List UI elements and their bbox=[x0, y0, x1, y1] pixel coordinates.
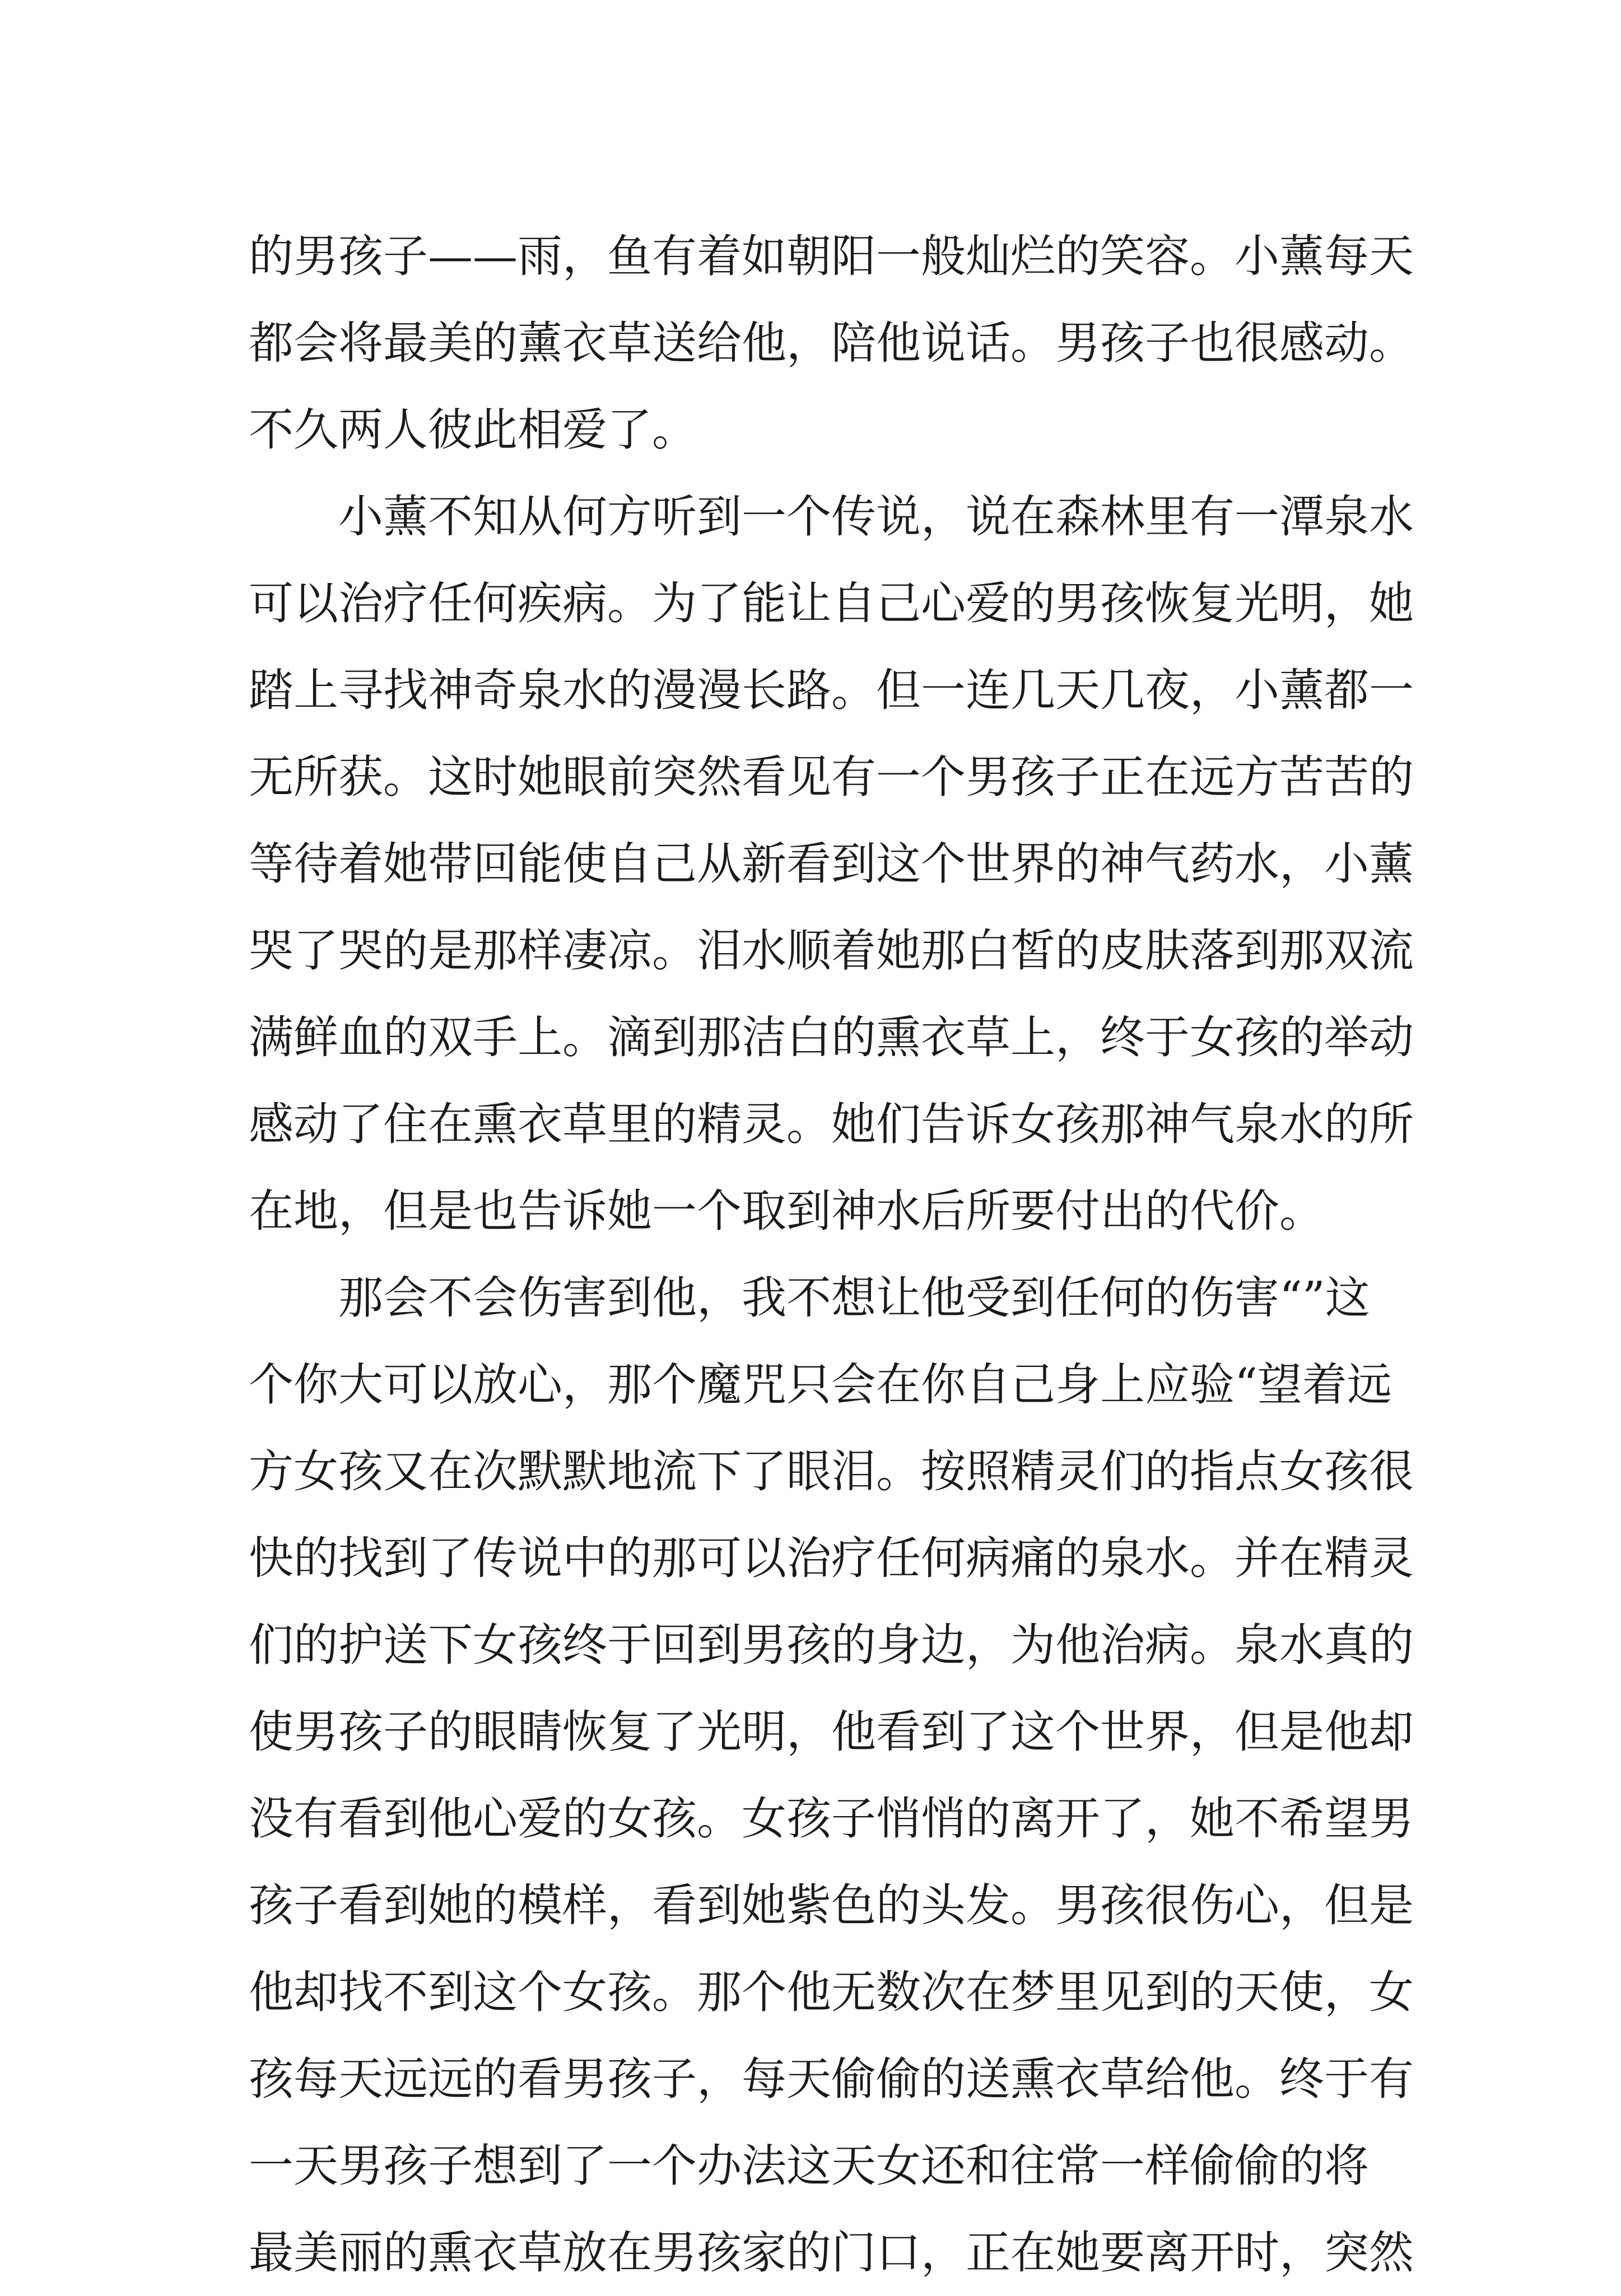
text-line-1: 的男孩子——雨，鱼有着如朝阳一般灿烂的笑容。小薰每天 bbox=[249, 230, 1414, 282]
body-text bbox=[249, 213, 1414, 2296]
text-line-14: 个你大可以放心，那个魔咒只会在你自己身上应验“望着远 bbox=[249, 1359, 1392, 1411]
text-line-23: 一天男孩子想到了一个办法这天女还和往常一样偷偷的将 bbox=[249, 2140, 1369, 2192]
text-line-5: 可以治疗任何疾病。为了能让自己心爱的男孩恢复光明，她 bbox=[249, 577, 1414, 629]
text-line-21: 他却找不到这个女孩。那个他无数次在梦里见到的天使，女 bbox=[249, 1966, 1414, 2018]
text-line-4: 小薰不知从何方听到一个传说，说在森林里有一潭泉水 bbox=[338, 491, 1414, 543]
text-line-12: 在地，但是也告诉她一个取到神水后所要付出的代价。 bbox=[249, 1185, 1324, 1237]
text-line-3: 不久两人彼此相爱了。 bbox=[249, 404, 697, 456]
text-line-22: 孩每天远远的看男孩子，每天偷偷的送熏衣草给他。终于有 bbox=[249, 2053, 1414, 2105]
text-line-19: 没有看到他心爱的女孩。女孩子悄悄的离开了，她不希望男 bbox=[249, 1793, 1414, 1845]
text-line-9: 哭了哭的是那样凄凉。泪水顺着她那白皙的皮肤落到那双流 bbox=[249, 925, 1414, 977]
text-line-17: 们的护送下女孩终于回到男孩的身边，为他治病。泉水真的 bbox=[249, 1619, 1414, 1671]
text-line-13: 那会不会伤害到他，我不想让他受到任何的伤害“”这 bbox=[338, 1272, 1370, 1324]
text-line-6: 踏上寻找神奇泉水的漫漫长路。但一连几天几夜，小薰都一 bbox=[249, 664, 1414, 716]
text-line-10: 满鲜血的双手上。滴到那洁白的熏衣草上，终于女孩的举动 bbox=[249, 1011, 1414, 1063]
text-line-16: 快的找到了传说中的那可以治疗任何病痛的泉水。并在精灵 bbox=[249, 1532, 1414, 1584]
text-line-20: 孩子看到她的模样，看到她紫色的头发。男孩很伤心，但是 bbox=[249, 1879, 1414, 1931]
text-line-11: 感动了住在熏衣草里的精灵。她们告诉女孩那神气泉水的所 bbox=[249, 1098, 1414, 1150]
text-line-24: 最美丽的熏衣草放在男孩家的门口，正在她要离开时，突然 bbox=[249, 2227, 1414, 2279]
text-line-7: 无所获。这时她眼前突然看见有一个男孩子正在远方苦苦的 bbox=[249, 751, 1414, 803]
text-line-2: 都会将最美的薰衣草送给他，陪他说话。男孩子也很感动。 bbox=[249, 317, 1414, 369]
text-line-8: 等待着她带回能使自己从新看到这个世界的神气药水，小薰 bbox=[249, 838, 1414, 890]
text-line-15: 方女孩又在次默默地流下了眼泪。按照精灵们的指点女孩很 bbox=[249, 1445, 1414, 1497]
text-line-18: 使男孩子的眼睛恢复了光明，他看到了这个世界，但是他却 bbox=[249, 1706, 1414, 1758]
